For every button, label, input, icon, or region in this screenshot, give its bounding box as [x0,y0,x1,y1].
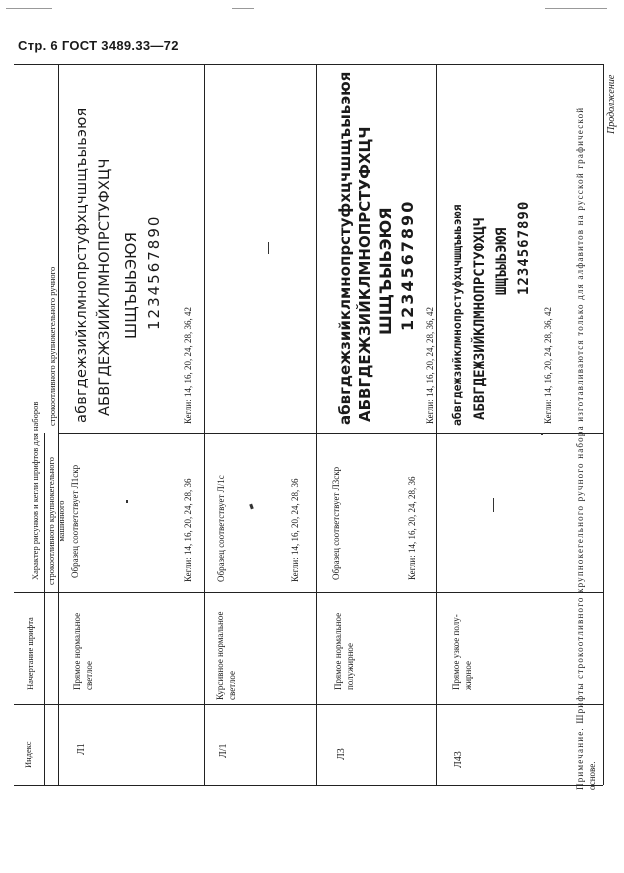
row-li1-machine-sizes: Кегли: 14, 16, 20, 24, 28, 36 [290,478,300,582]
header-index: Индекс [23,741,33,768]
row-l1-name-b: светлое [84,661,94,690]
group-header-underline [44,433,45,785]
header-hand: строкоотливного крупнокегельного ручного [47,266,57,426]
row-l1-machine-sizes: Кегли: 14, 16, 20, 24, 28, 36 [183,478,193,582]
header-name: Начертание шрифта [25,617,35,690]
table-bottom-border [14,785,603,786]
row-l3-machine-sizes: Кегли: 14, 16, 20, 24, 28, 36 [407,476,417,580]
row-l3-sample-lower: абвгдежзийклмнопрстуфхцчшщъыьэюя [336,71,354,425]
row-sep-3 [436,64,437,785]
col-sep-machine [58,433,603,434]
table-right-border [603,64,604,785]
row-l1-index: Л1 [76,743,87,755]
page-header: Стр. 6 ГОСТ 3489.33—72 [18,38,179,53]
row-l3-name-b: полужирное [345,642,355,690]
row-li1-name-a: Курсивное нормальное [215,611,225,700]
row-sep-2 [316,64,317,785]
scan-speck [249,504,254,510]
table-top-border [14,64,603,65]
header-group: Характер рисунков и кегли шрифтов для наборов [30,401,40,580]
row-l1-name-a: Прямое нормальное [72,612,82,690]
row-l43-hand-sizes: Кегли: 14, 16, 20, 24, 28, 36, 42 [543,307,553,424]
row-li1-machine-sample: Образец соответствует Л/1с [216,475,226,582]
row-l43-sample-upper: АБВГДЕЖЗИЙКЛМНОПРСТУФХЦЧ [472,217,488,420]
row-li1-index: Л/1 [218,743,229,758]
note-line-1: Примечание. Шрифты строкоотливного крупнокегельного ручного набора изготавливаются только для алфавитов на русской графической [575,106,585,790]
row-l43-sample-lower: абвгдежзийклмнопрстуфхцчшщъыьэюя [450,204,464,426]
header-row-sep [58,64,59,785]
scan-speck [268,242,269,254]
row-l3-hand-sizes: Кегли: 14, 16, 20, 24, 28, 36, 42 [425,307,435,424]
row-l1-sample-upper-2: ШЩЪЫЬЭЮЯ [122,231,140,339]
row-l43-name-b: жирное [463,661,473,690]
row-l1-sample-upper: АБВГДЕЖЗИЙКЛМНОПРСТУФХЦЧ [97,158,113,416]
row-l3-machine-sample: Образец соответствует Л3скр [331,466,341,580]
row-l1-hand-sizes: Кегли: 14, 16, 20, 24, 28, 36, 42 [183,307,193,424]
scan-speck [493,498,494,512]
row-l43-sample-upper-2: ШЩЪЫЬЭЮЯ [494,227,510,295]
note-line-2: основе. [587,761,597,790]
continuation-label: Продолжение [606,74,617,134]
col-sep-name [14,592,603,593]
scan-artifact [6,8,52,9]
scan-speck [126,500,128,503]
row-l3-sample-upper-2: ШЩЪЫЬЭЮЯ [376,207,395,335]
row-l1-sample-digits: 1234567890 [145,214,163,330]
scan-speck [541,433,543,435]
row-l43-name-a: Прямое узкое полу- [451,614,461,690]
row-l3-index: Л3 [336,748,347,760]
row-l3-name-a: Прямое нормальное [333,612,343,690]
scan-artifact [232,8,254,9]
row-l1-sample-lower: абвгдежзийклмнопрстуфхцчшщъыьэюя [74,107,90,423]
row-l1-machine-sample: Образец соответствует Л1скр [70,464,80,578]
row-sep-1 [204,64,205,785]
row-l3-sample-upper: АБВГДЕЖЗИЙКЛМНОПРСТУФХЦЧ [356,126,374,422]
col-sep-index [14,704,603,705]
row-l43-sample-digits: 1234567890 [516,200,532,295]
header-machine: строкоотливного крупнокегельного машинного [46,456,66,586]
row-l43-index: Л43 [453,751,464,768]
scan-artifact [545,8,607,9]
row-l3-sample-digits: 1234567890 [398,199,417,331]
row-li1-name-b: светлое [227,671,237,700]
